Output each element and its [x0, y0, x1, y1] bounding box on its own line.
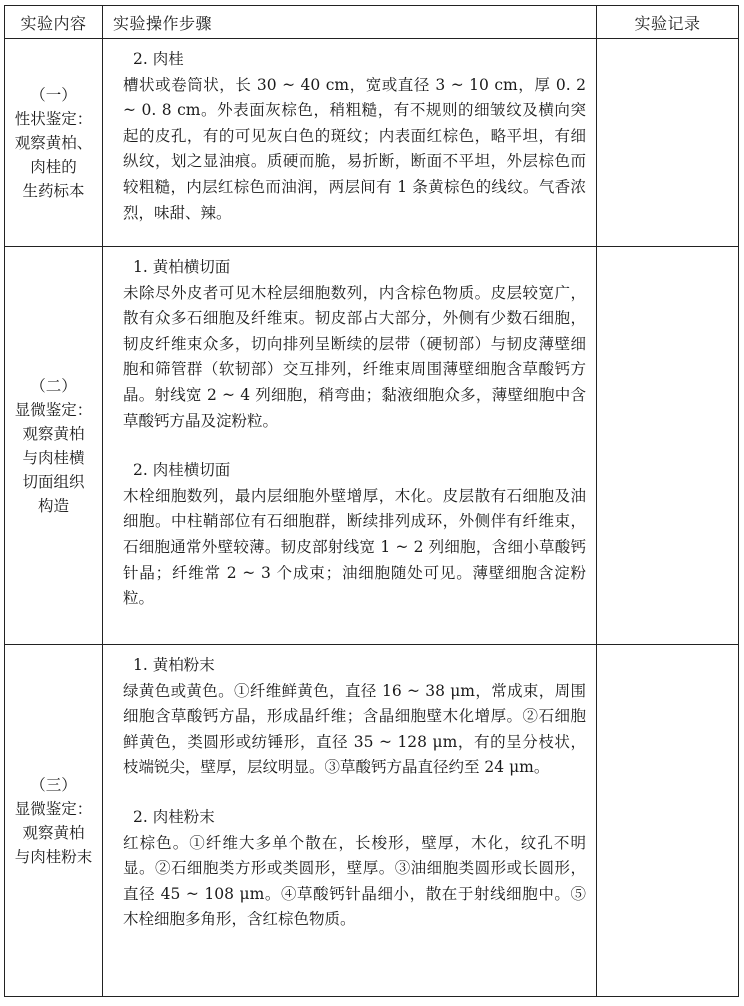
label-line: 与肉桂粉末 — [14, 847, 93, 866]
label-line: 观察黄柏、 — [14, 133, 93, 152]
header-steps: 实验操作步骤 — [103, 6, 597, 39]
row-record — [597, 645, 739, 997]
table-header-row — [5, 6, 739, 39]
section-title: 2. 肉桂横切面 — [133, 461, 231, 480]
header-record: 实验记录 — [597, 6, 739, 39]
table-row — [5, 645, 739, 997]
row-steps — [103, 39, 597, 247]
label-line: 显微鉴定： — [14, 799, 93, 818]
label-line: （一） — [30, 85, 77, 104]
label-line: 肉桂的 — [30, 157, 77, 176]
row-record — [597, 247, 739, 645]
label-line: 观察黄柏 — [22, 823, 85, 842]
label-line: 性状鉴定： — [14, 109, 93, 128]
row-record — [597, 39, 739, 247]
label-line: 构造 — [37, 496, 69, 515]
label-line: 显微鉴定： — [14, 400, 93, 419]
header-content: 实验内容 — [5, 6, 103, 39]
section-body: 红棕色。①纤维大多单个散在，长梭形，壁厚，木化，纹孔不明显。②石细胞类方形或类圆形，壁厚。③油细胞类圆形或长圆形，直径 45 ~ 108 μm。④草酸钙针晶细小，散在于射线细胞中。⑤木栓细胞多角形，含红棕色物质。 — [123, 833, 586, 929]
section-title: 1. 黄柏粉末 — [133, 656, 215, 674]
row-label — [5, 645, 103, 997]
table-row — [5, 39, 739, 247]
section-body: 槽状或卷筒状，长 30 ~ 40 cm，宽或直径 3 ~ 10 cm，厚 0. 2 ~ 0. 8 cm。外表面灰棕色，稍粗糙，有不规则的细皱纹及横向突起的皮孔，有的可见灰白色的斑纹；内表面红棕色，略平坦，有细纵纹，划之显油痕。质硬而脆，易折断，断面不平坦，外层棕色而较粗糙，内层红棕色而油润，两层间有 1 条黄棕色的线纹。气香浓烈，味甜、辣。 — [123, 75, 586, 222]
section-title: 1. 黄柏横切面 — [133, 258, 231, 276]
row-label — [5, 39, 103, 247]
label-line: 与肉桂横 — [22, 448, 85, 467]
experiment-table — [4, 5, 739, 997]
table-row — [5, 247, 739, 645]
label-line: 生药标本 — [22, 181, 85, 200]
label-line: （三） — [30, 775, 77, 794]
label-line: （二） — [30, 376, 77, 395]
label-line: 观察黄柏 — [22, 424, 85, 443]
row-steps — [103, 645, 597, 997]
row-label — [5, 247, 103, 645]
section-gap — [123, 781, 586, 805]
section-gap — [123, 434, 586, 458]
section-title: 2. 肉桂 — [133, 50, 184, 68]
section-title: 2. 肉桂粉末 — [133, 807, 215, 826]
section-body: 绿黄色或黄色。①纤维鲜黄色，直径 16 ~ 38 μm，常成束，周围细胞含草酸钙方晶，形成晶纤维；含晶细胞壁木化增厚。②石细胞鲜黄色，类圆形或纺锤形，直径 35 ~ 128 μm，有的呈分枝状，枝端锐尖，壁厚，层纹明显。③草酸钙方晶直径约至 24 μm。 — [123, 681, 586, 777]
label-line: 切面组织 — [22, 472, 85, 491]
section-body: 未除尽外皮者可见木栓层细胞数列，内含棕色物质。皮层较宽广，散有众多石细胞及纤维束。韧皮部占大部分，外侧有少数石细胞，韧皮纤维束众多，切向排列呈断续的层带（硬韧部）与韧皮薄壁细胞和筛管群（软韧部）交互排列，纤维束周围薄壁细胞含草酸钙方晶。射线宽 2 ~ 4 列细胞，稍弯曲；黏液细胞众多，薄壁细胞中含草酸钙方晶及淀粉粒。 — [123, 283, 586, 430]
section-body: 木栓细胞数列，最内层细胞外壁增厚，木化。皮层散有石细胞及油细胞。中柱鞘部位有石细胞群，断续排列成环，外侧伴有纤维束，石细胞通常外壁较薄。韧皮部射线宽 1 ~ 2 列细胞，含细小草酸钙针晶；纤维常 2 ~ 3 个成束；油细胞随处可见。薄壁细胞含淀粉粒。 — [123, 486, 586, 608]
row-steps — [103, 247, 597, 645]
